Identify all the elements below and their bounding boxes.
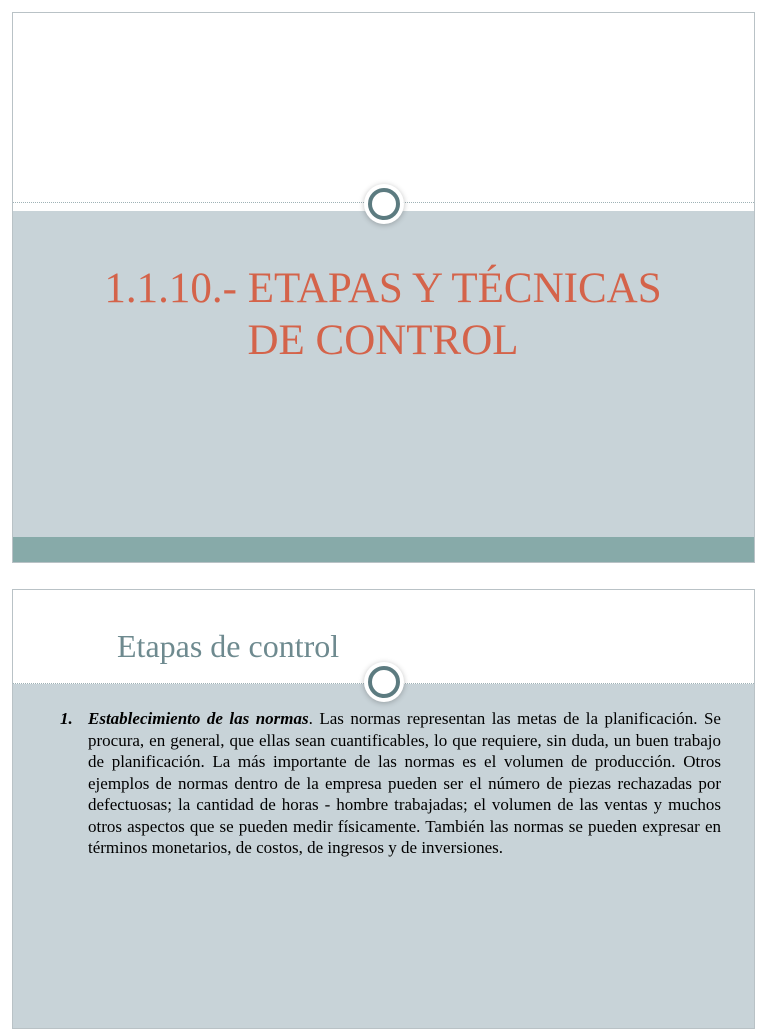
- list-item: [51, 708, 721, 859]
- slide-title-text: [53, 263, 713, 367]
- slide-header-area: [13, 13, 754, 211]
- list-number: 1.: [60, 709, 73, 728]
- slide-title: [12, 12, 755, 563]
- title-line-1: 1.1.10.- ETAPAS Y TÉCNICAS: [104, 265, 662, 312]
- ring-ornament-icon: [368, 666, 400, 698]
- slide-footer-band: [13, 537, 754, 563]
- title-line-2: DE CONTROL: [247, 317, 519, 364]
- numbered-list: [51, 708, 721, 859]
- list-item-lead: Establecimiento de las normas: [88, 709, 309, 728]
- slide-heading: Etapas de control: [117, 628, 340, 664]
- slide-body-area: [13, 211, 754, 537]
- list-item-text: . Las normas representan las metas de la planificación. Se procura, en general, que ellas sean cuantificables, lo que requiere, sin duda, un buen trabajo de planificación. La más importante de las normas es el volumen de producción. Otros ejemplos de normas dentro de la empresa pueden ser el número de piezas rechazadas por defectuosas; la cantidad de horas - hombre trabajadas; el volumen de las ventas y muchos otros aspectos que se pueden medir físicamente. También las normas se pueden expresar en términos monetarios, de costos, de ingresos y de inversiones.: [88, 709, 721, 857]
- ring-ornament-icon: [368, 188, 400, 220]
- slide-content: [12, 589, 755, 1029]
